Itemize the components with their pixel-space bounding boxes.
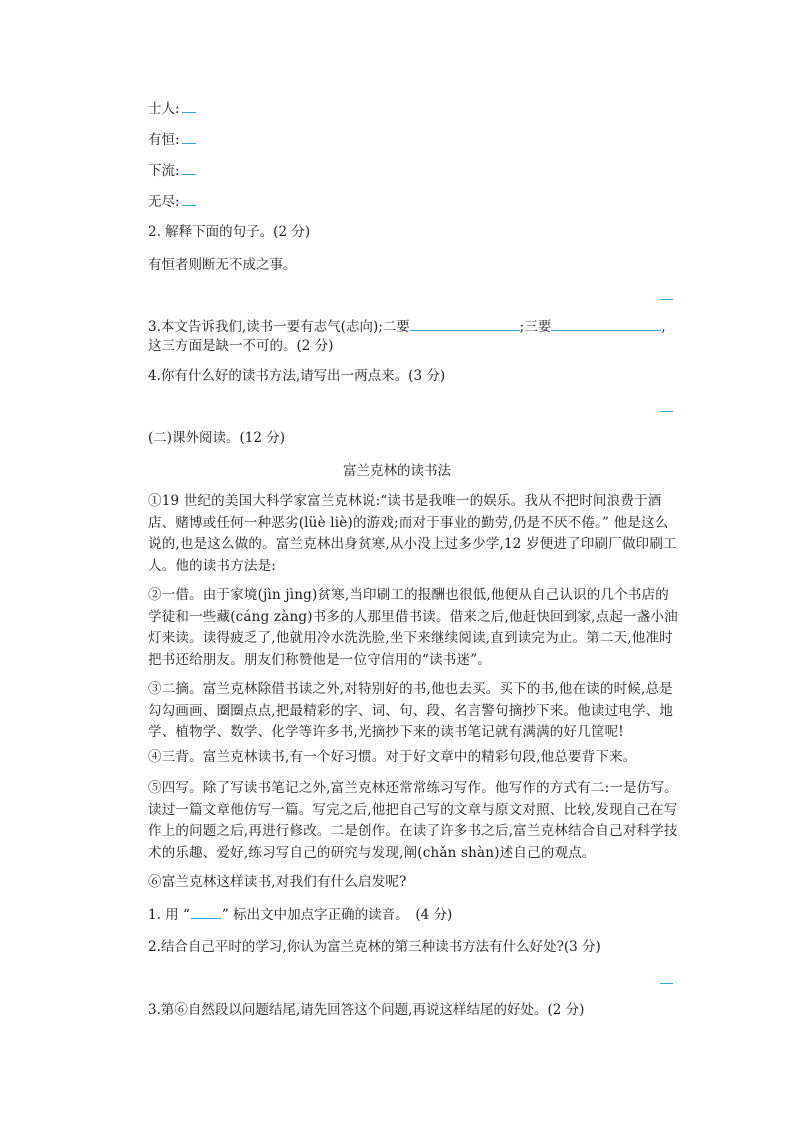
answer-blank[interactable] bbox=[182, 100, 196, 113]
answer-line[interactable] bbox=[660, 983, 673, 984]
reading-question-3: 3.第⑥自然段以问题结尾,请先回答这个问题,再说这样结尾的好处。(2 分) bbox=[148, 1002, 585, 1018]
word-item-wujin: 无尽: bbox=[148, 192, 196, 212]
passage-paragraph-5: ⑤四写。除了写读书笔记之外,富兰克林还常常练习写作。他写作的方式有二:一是仿写。读过一篇文章他仿写一篇。写完之后,他把自己写的文章与原文对照、比较,发现自己在写作上的问题之后,再进行修改。二是创作。在读了许多书之后,富兰克林结合自己对科学技术的乐趣、爱好,练习写自己的研究与发现,阐(chǎn shàn)述自己的观点。 bbox=[148, 780, 678, 861]
mark-blank[interactable] bbox=[191, 906, 221, 919]
answer-line[interactable] bbox=[660, 411, 673, 412]
question-3-line1: 3.本文告诉我们,读书一要有志气(志向);二要 ;三要 , bbox=[148, 319, 666, 335]
reading-question-2: 2.结合自己平时的学习,你认为富兰克林的第三种读书方法有什么好处?(3 分) bbox=[148, 939, 601, 955]
word-item-xialiu: 下流: bbox=[148, 161, 196, 181]
answer-line[interactable] bbox=[660, 299, 673, 300]
question-4-prompt: 4.你有什么好的读书方法,请写出一两点来。(3 分) bbox=[148, 368, 446, 384]
passage-paragraph-1: ①19 世纪的美国大科学家富兰克林说:“读书是我唯一的娱乐。我从不把时间浪费于酒店、赌博或任何一种恶劣(lüè liè)的游戏;而对于事业的勤劳,仍是不厌不倦。” 他是这么说的,也是这么做的。富兰克林出身贫寒,从小没上过多少学,12 岁便进了印刷厂做印刷工人。他的读书方法是: bbox=[148, 493, 677, 574]
question-3-line2: 这三方面是缺一不可的。(2 分) bbox=[148, 338, 334, 354]
answer-blank[interactable] bbox=[182, 193, 196, 206]
passage-paragraph-6: ⑥富兰克林这样读书,对我们有什么启发呢? bbox=[148, 874, 407, 890]
word-item-shiren: 士人: bbox=[148, 99, 196, 119]
answer-blank[interactable] bbox=[182, 162, 196, 175]
section-heading: (二)课外阅读。(12 分) bbox=[148, 430, 286, 446]
passage-paragraph-3: ③二摘。富兰克林除借书读之外,对特别好的书,他也去买。买下的书,他在读的时候,总是勾勾画画、圈圈点点,把最精彩的字、词、句、段、名言警句摘抄下来。他读过电学、地学、植物学、数学、化学等许多书,光摘抄下来的读书笔记就有满满的好几筐呢! bbox=[148, 681, 674, 741]
passage-title: 富兰克林的读书法 bbox=[343, 463, 451, 479]
question-2-prompt: 2. 解释下面的句子。(2 分) bbox=[148, 224, 311, 240]
reading-question-1: 1. 用 “ ” 标出文中加点字正确的读音。 (4 分) bbox=[148, 907, 453, 923]
answer-blank[interactable] bbox=[410, 318, 520, 331]
answer-blank[interactable] bbox=[182, 131, 196, 144]
answer-blank[interactable] bbox=[551, 318, 661, 331]
passage-paragraph-4: ④三背。富兰克林读书,有一个好习惯。对于好文章中的精彩句段,他总要背下来。 bbox=[148, 749, 637, 765]
passage-paragraph-2: ②一借。由于家境(jìn jìng)贫寒,当印刷工的报酬也很低,他便从自己认识的几个书店的学徒和一些藏(cáng zàng)书多的人那里借书读。借来之后,他赶快回到家,点起一盏小油灯来读。读得疲乏了,他就用冷水洗洗脸,坐下来继续阅读,直到读完为止。第二天,他准时把书还给朋友。朋友们称赞他是一位守信用的“读书迷”。 bbox=[148, 587, 678, 668]
word-item-youheng: 有恒: bbox=[148, 130, 196, 150]
question-2-sentence: 有恒者则断无不成之事。 bbox=[148, 257, 297, 273]
